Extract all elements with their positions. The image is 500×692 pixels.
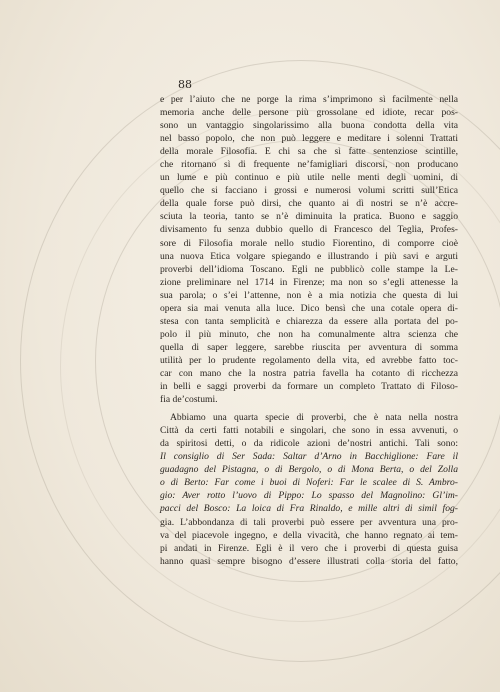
text-line: in belli e saggi proverbi da formare un completo Trattato di Filoso- [160, 381, 458, 393]
text-line: quella di saper leggere, sarebbe riuscita per avventura di somma [160, 341, 458, 353]
text-line: guadagno del Pistagna, o di Bergolo, o di Mona Berta, o del Zolla [160, 464, 458, 476]
text-line: sua parola; o s’ei l’attenne, non è a mia notizia che questa di lui [160, 289, 458, 301]
text-line: car con mano che la nostra patria favella ha cotanto di ricchezza [160, 367, 458, 379]
text-line: gio: Aver rotto l’uovo di Pippo: Lo spasso del Magnolino: Gl’im- [160, 490, 458, 502]
text-line: quello che si facciano i grossi e numerosi volumi scritti sull’Etica [160, 185, 458, 197]
text-line: nel basso popolo, che non può leggere e meditare i solenni Trattati [160, 133, 458, 145]
text-line: proverbi dell’idioma Toscano. Egli ne pubblicò colle stampe la Le- [160, 263, 458, 275]
text-line: fia de’costumi. [160, 394, 218, 406]
text-line: un lume e più continuo e più utile nelle menti degli uomini, di [160, 172, 458, 184]
text-line: va del piacevole ingegno, e della vivacità, che hanno regnato ai tem- [160, 529, 458, 541]
text-line: Città da certi fatti notabili e singolari, che sono in essa avvenuti, o [160, 425, 458, 437]
text-line: hanno quasi sempre bisogno d’essere illustrati colla storia del fatto, [160, 555, 458, 567]
text-line: che ritornano sì di frequente ne’famigliari discorsi, non producano [160, 159, 458, 171]
text-line: e per l’aiuto che ne porge la rima s’imprimono sì facilmente nella [160, 94, 458, 105]
text-line: da spiritosi detti, o da ridicole azioni de’nostri antichi. Tali sono: [160, 438, 458, 450]
text-line: una nuova Etica volgare spiegando e illustrando i più savi e arguti [160, 250, 458, 262]
text-line: pacci del Bosco: La loica di Fra Rinaldo, e mille altri di simil fog- [160, 503, 458, 515]
text-line: polo il più minuto, che non ha comunalmente altra scienza che [160, 328, 458, 340]
text-line: della morale Filosofia. E chi sa che sì fatte sentenziose scintille, [160, 146, 458, 158]
text-line: o di Berto: Far come i buoi di Noferi: Far le scalee di S. Ambro- [160, 477, 458, 489]
text-line: Abbiamo una quarta specie di proverbi, che è nata nella nostra [170, 412, 458, 424]
text-line: utilità per lo prudente regolamento della vita, ed avrebbe fatto toc- [160, 354, 458, 366]
paragraph-2 [160, 411, 458, 568]
text-line: stesa con tanta semplicità e chiarezza da essere alla portata del po- [160, 315, 458, 327]
text-line: zione preliminare nel 1714 in Firenze; ma non so s’egli attenesse la [160, 276, 458, 288]
paragraph-1 [160, 93, 458, 406]
text-line: sore di Filosofia morale nello studio Fiorentino, di comporre cioè [160, 237, 458, 249]
text-line: sono un vantaggio singolarissimo alla buona condotta della vita [160, 120, 458, 132]
page-body [160, 93, 458, 568]
text-line: Il consiglio di Ser Sada: Saltar d’Arno in Bacchiglione: Fare il [160, 451, 458, 463]
text-line: della quale forse può dirsi, che quanto ai dì nostri se n’è accre- [160, 198, 458, 210]
text-line: sciuta la teoria, tanto se n’è diminuita la pratica. Buono e saggio [160, 211, 458, 223]
page-number: 88 [178, 78, 192, 91]
text-line: divisamento fu senza dubbio quello di Francesco del Teglia, Profes- [160, 224, 458, 236]
text-line: gia. L’abbondanza di tali proverbi può essere per avventura una pro- [160, 516, 458, 528]
text-line: memoria anche delle persone più grossolane ed idiote, recar pos- [160, 107, 458, 119]
text-line: pi andati in Firenze. Egli è il vero che i proverbi di questa guisa [160, 542, 458, 554]
text-line: opera sia mai venuta alla luce. Dico bensì che una cotale opera di- [160, 302, 458, 314]
